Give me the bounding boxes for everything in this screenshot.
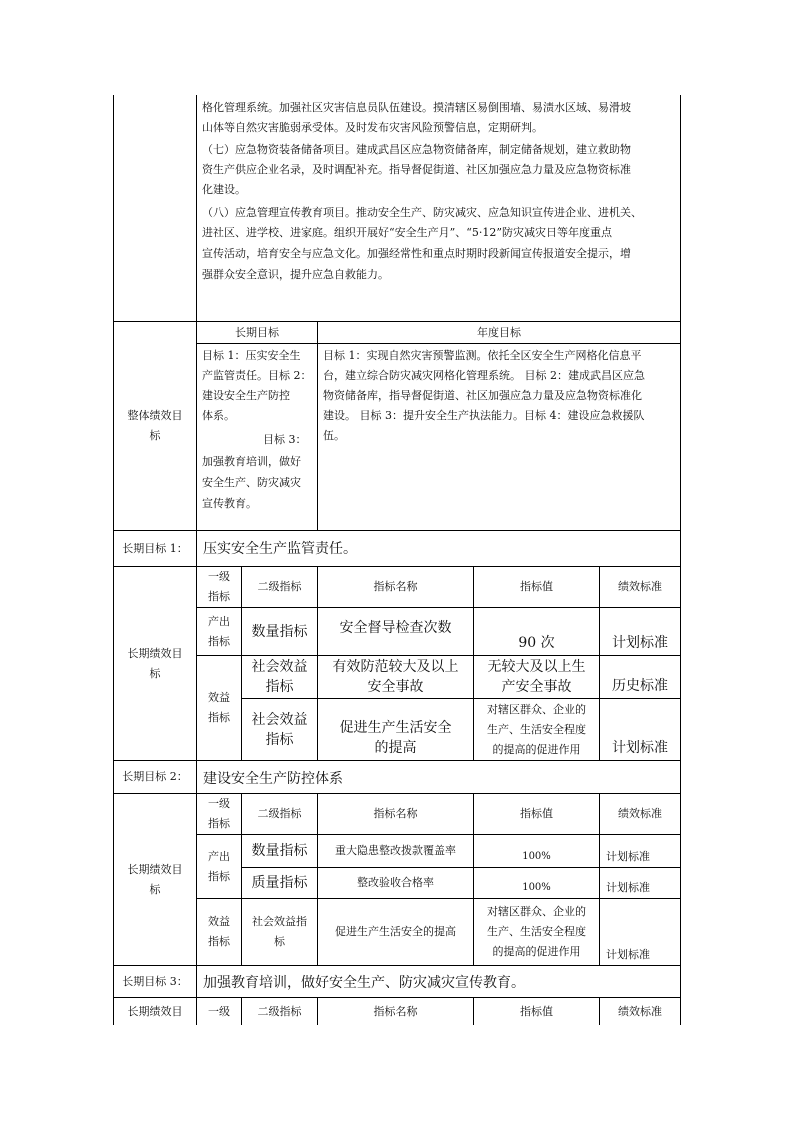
cell-text: 指标: [208, 869, 230, 883]
cell-text: 指标: [208, 935, 230, 948]
cell-text: 生产、生活安全程度: [487, 722, 586, 736]
level1-output: [197, 835, 241, 898]
level2-cell: 质量指标: [251, 875, 308, 891]
annual-line: 台，建立综合防灾减灾网格化管理系统。 目标 2：建成武昌区应急: [323, 369, 645, 382]
goal-text: 加强教育培训，做好安全生产、防灾减灾宣传教育。: [203, 974, 525, 991]
indicator-standard: 计划标准: [612, 635, 668, 651]
level1-benefit: [197, 656, 241, 760]
header-name: 指标名称: [373, 807, 418, 820]
indicator-name: 安全督导检查次数: [339, 620, 452, 636]
header-value: 指标值: [520, 1004, 553, 1018]
annual-line: 目标 1：实现自然灾害预警监测。依托全区安全生产网格化信息平: [323, 349, 642, 362]
cell-text: 产安全事故: [501, 679, 572, 695]
label-text: 标: [149, 666, 161, 680]
cell-text: 产出: [208, 849, 230, 863]
header-text: 一级: [208, 570, 230, 583]
indicator-standard: 计划标准: [606, 850, 650, 863]
indicator-standard: 计划标准: [612, 740, 668, 756]
goal-text: 建设安全生产防控体系: [203, 771, 343, 787]
cell-text: 效益: [208, 915, 230, 928]
indicator-name: [318, 699, 473, 760]
header-standard: 绩效标准: [618, 807, 662, 820]
level2-cell: 数量指标: [251, 623, 308, 640]
cell-text: 的提高: [374, 740, 417, 756]
indicator-value: [474, 699, 599, 760]
cell-text: 指标: [265, 731, 294, 748]
overall-goal-label: [114, 322, 196, 530]
label-text: 整体绩效目: [127, 409, 183, 422]
label-text: 长期绩效目: [127, 646, 183, 660]
intro-line: 宣传活动，培育安全与应急文化。加强经常性和重点时期时段新闻宣传报道安全提示，增: [202, 247, 631, 260]
indicator-value: 90 次: [518, 635, 555, 651]
long-term-line: 产监管责任。目标 2：: [202, 369, 312, 382]
cell-text: 指标: [208, 634, 230, 648]
cell-text: 对辖区群众、企业的: [487, 702, 586, 716]
header-standard: 绩效标准: [618, 580, 662, 593]
cell-text: 有效防范较大及以上: [332, 659, 459, 675]
cell-text: 无较大及以上生: [487, 659, 586, 675]
cell-text: 效益: [208, 691, 230, 704]
indicator-value: [474, 899, 599, 965]
perf-goal-label: [114, 567, 196, 760]
perf-goal-label: [114, 794, 196, 965]
long-term-line: 建设安全生产防控: [202, 389, 290, 402]
intro-line: 格化管理系统。加强社区灾害信息员队伍建设。摸清辖区易倒围墙、易渍水区域、易滑坡: [202, 101, 631, 114]
intro-line: 强群众安全意识，提升应急自救能力。: [202, 268, 389, 281]
cell-text: 对辖区群众、企业的: [487, 905, 586, 918]
header-standard: 绩效标准: [618, 1004, 662, 1018]
cell-text: 产出: [208, 614, 230, 628]
header-name: 指标名称: [373, 1004, 418, 1018]
header-level2: 二级指标: [257, 1004, 302, 1018]
level1-output: [197, 608, 241, 655]
cell-text: 促进生产生活安全: [339, 720, 452, 736]
indicator-name: 重大隐患整改拨款覆盖率: [335, 844, 456, 857]
header-value: 指标值: [520, 580, 553, 593]
indicator-value: [474, 656, 599, 698]
header-level1: 一级: [208, 1004, 230, 1018]
goal-label: 长期目标 2：: [122, 770, 188, 783]
intro-line: 化建设。: [202, 183, 246, 196]
annual-header: 年度目标: [477, 325, 521, 339]
level2-cell: [242, 699, 317, 760]
intro-line: 山体等自然灾害脆弱承受体。及时发布灾害风险预警信息，定期研判。: [202, 121, 543, 134]
indicator-standard: 计划标准: [606, 881, 650, 894]
goal-label: 长期目标 1：: [122, 541, 188, 555]
long-term-line: 加强教育培训，做好: [202, 455, 301, 468]
header-text: 指标: [208, 590, 230, 603]
annual-line: 伍。: [323, 429, 345, 442]
cell-text: 生产、生活安全程度: [487, 925, 586, 938]
header-value: 指标值: [520, 807, 553, 820]
goal-label: 长期目标 3：: [122, 974, 188, 988]
cell-text: 标: [274, 935, 285, 948]
level2-cell: 数量指标: [251, 843, 308, 859]
cell-text: 的提高的促进作用: [492, 742, 581, 756]
long-term-line: 体系。: [202, 409, 235, 422]
perf-goal-label: 长期绩效目: [127, 1004, 183, 1018]
cell-text: 的提高的促进作用: [492, 945, 581, 958]
intro-line: 资生产供应企业名录，及时调配补充。指导督促街道、社区加强应急力量及应急物资标准: [202, 163, 631, 176]
long-term-line: 安全生产、防灾减灾: [202, 476, 301, 489]
label-text: 标: [149, 882, 161, 896]
level2-cell: [242, 656, 317, 698]
header-level1: [197, 794, 241, 834]
goal-text: 压实安全生产监管责任。: [203, 540, 357, 557]
cell-text: 社会效益: [251, 711, 308, 728]
label-text: 标: [149, 429, 161, 442]
indicator-value: 100%: [522, 851, 551, 862]
cell-text: 社会效益指: [252, 915, 307, 928]
indicator-name: 整改验收合格率: [357, 876, 434, 889]
annual-line: 物资储备库，指导督促街道、社区加强应急力量及应急物资标准化: [323, 389, 642, 402]
indicator-value: 100%: [522, 882, 551, 893]
intro-line: （八）应急管理宣传教育项目。推动安全生产、防灾减灾、应急知识宣传进企业、进机关、: [202, 206, 642, 219]
header-text: 一级: [208, 797, 230, 810]
intro-line: 进社区、进学校、进家庭。组织开展好“安全生产月”、“5·12”防灾减灾日等年度重点: [202, 226, 612, 239]
indicator-standard: 计划标准: [606, 948, 650, 961]
indicator-standard: 历史标准: [612, 678, 668, 694]
header-level2: 二级指标: [257, 807, 302, 820]
level1-benefit: [197, 899, 241, 965]
label-text: 长期绩效目: [127, 862, 183, 876]
long-term-line: 宣传教育。: [202, 497, 257, 510]
long-term-line: 目标 3：: [263, 433, 307, 446]
header-text: 指标: [208, 817, 230, 830]
header-level2: 二级指标: [257, 580, 302, 593]
long-term-line: 目标 1：压实安全生: [202, 349, 301, 362]
cell-text: 指标: [208, 711, 230, 724]
cell-text: 社会效益: [251, 659, 308, 675]
level2-cell: [242, 899, 317, 965]
indicator-name: 促进生产生活安全的提高: [335, 925, 456, 938]
annual-line: 建设。 目标 3：提升安全生产执法能力。目标 4：建设应急救援队: [323, 409, 645, 422]
header-name: 指标名称: [373, 580, 418, 593]
indicator-name: [318, 656, 473, 698]
cell-text: 指标: [265, 679, 294, 695]
cell-text: 安全事故: [367, 679, 424, 695]
header-level1: [197, 567, 241, 607]
intro-line: （七）应急物资装备储备项目。建成武昌区应急物资储备库，制定储备规划，建立救助物: [202, 143, 631, 156]
long-term-header: 长期目标: [235, 325, 279, 339]
